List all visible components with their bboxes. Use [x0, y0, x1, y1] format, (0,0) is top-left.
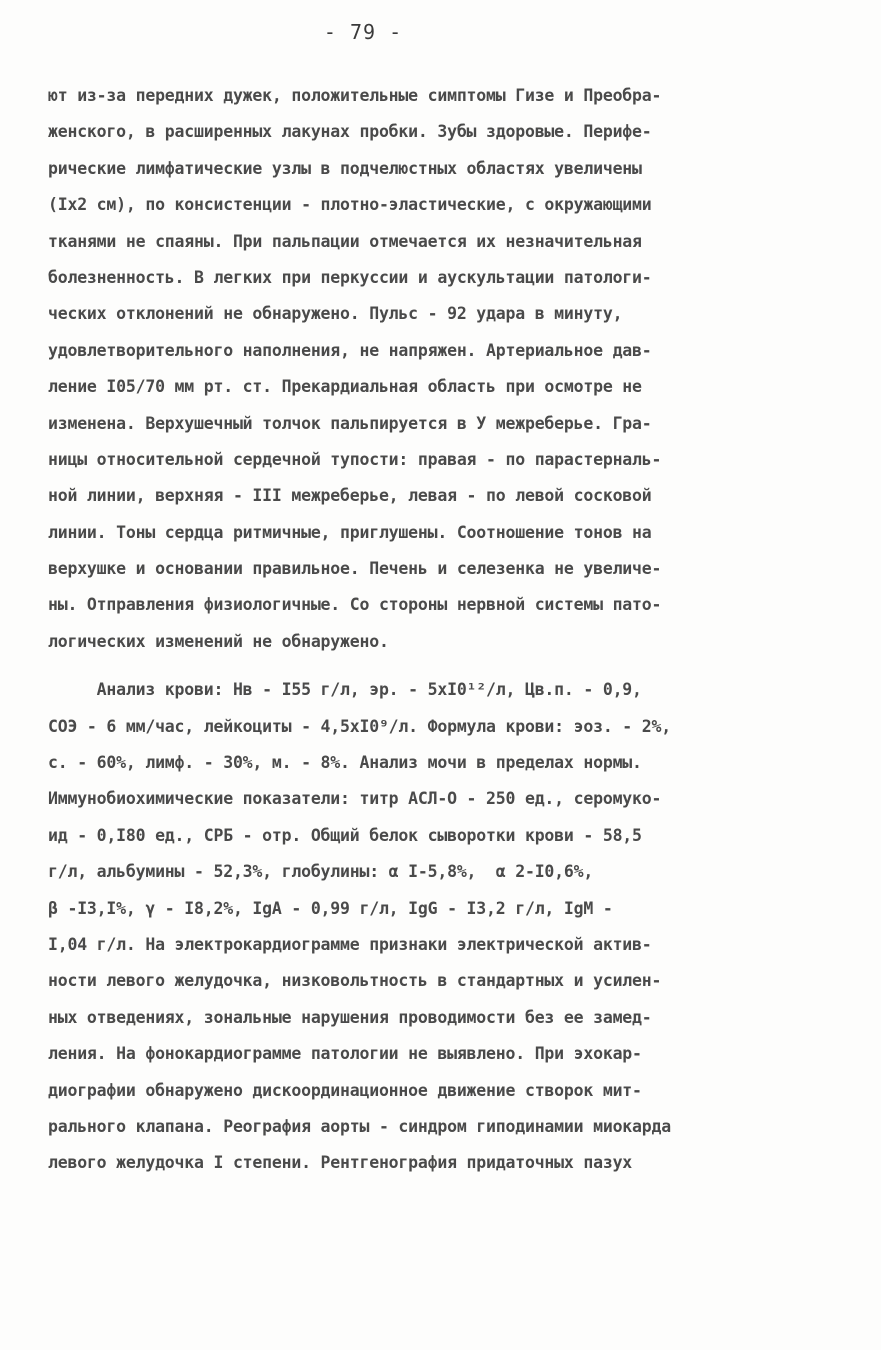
paragraph-clinical-exam — [48, 78, 848, 660]
text-line: I,04 г/л. На электрокардиограмме признаки электрической актив- — [48, 934, 652, 954]
text-line: удовлетворительного наполнения, не напряжен. Артериальное дав- — [48, 340, 652, 360]
text-line: г/л, альбумины - 52,3%, глобулины: α I-5,8%, α 2-I0,6%, — [48, 862, 594, 882]
document-body — [48, 78, 848, 1182]
text-line: верхушке и основании правильное. Печень и селезенка не увеличе- — [48, 559, 662, 579]
text-line: логических изменений не обнаружено. — [48, 631, 389, 651]
text-line: изменена. Верхушечный толчок пальпируется в У межреберье. Гра- — [48, 413, 652, 433]
text-line: ной линии, верхняя - III межреберье, левая - по левой сосковой — [48, 486, 652, 506]
text-line: ление I05/70 мм рт. ст. Прекардиальная область при осмотре не — [48, 377, 642, 397]
text-line: женского, в расширенных лакунах пробки. Зубы здоровые. Перифе- — [48, 122, 652, 142]
text-line: Иммунобиохимические показатели: титр АСЛ-О - 250 ед., серомуко- — [48, 789, 662, 809]
text-line: ницы относительной сердечной тупости: правая - по парастерналь- — [48, 449, 662, 469]
text-line: β -I3,I%, γ - I8,2%, IgA - 0,99 г/л, IgG - I3,2 г/л, IgM - — [48, 898, 613, 918]
text-line: ления. На фонокардиограмме патологии не выявлено. При эхокар- — [48, 1044, 642, 1064]
text-line: тканями не спаяны. При пальпации отмечается их незначительная — [48, 231, 642, 251]
paragraph-lab-results — [48, 672, 848, 1181]
text-line: Анализ крови: Нв - I55 г/л, эр. - 5хI0¹²/л, Цв.п. - 0,9, — [48, 680, 642, 700]
text-line: ны. Отправления физиологичные. Со стороны нервной системы пато- — [48, 595, 662, 615]
page-number: - 79 - — [323, 20, 403, 44]
text-line: ных отведениях, зональные нарушения проводимости без ее замед- — [48, 1007, 652, 1027]
text-line: ности левого желудочка, низковольтность в стандартных и усилен- — [48, 971, 662, 991]
text-line: с. - 60%, лимф. - 30%, м. - 8%. Анализ мочи в пределах нормы. — [48, 753, 642, 773]
text-line: ют из-за передних дужек, положительные симптомы Гизе и Преобра- — [48, 86, 662, 105]
text-line: рические лимфатические узлы в подчелюстных областях увеличены — [48, 158, 642, 178]
paragraph-gap — [48, 660, 848, 672]
text-line: (Iх2 см), по консистенции - плотно-эластические, с окружающими — [48, 195, 652, 215]
text-line: диографии обнаружено дискоординационное движение створок мит- — [48, 1080, 642, 1100]
text-line: рального клапана. Реография аорты - синдром гиподинамии миокарда — [48, 1116, 671, 1136]
text-line: болезненность. В легких при перкуссии и аускультации патологи- — [48, 267, 652, 287]
text-line: линии. Тоны сердца ритмичные, приглушены. Соотношение тонов на — [48, 522, 652, 542]
text-line: ид - 0,I80 ед., СРБ - отр. Общий белок сыворотки крови - 58,5 — [48, 825, 642, 845]
text-line: ческих отклонений не обнаружено. Пульс - 92 удара в минуту, — [48, 304, 623, 324]
text-line: левого желудочка I степени. Рентгенография придаточных пазух — [48, 1153, 633, 1173]
text-line: СОЭ - 6 мм/час, лейкоциты - 4,5хI0⁹/л. Формула крови: эоз. - 2%, — [48, 716, 671, 736]
